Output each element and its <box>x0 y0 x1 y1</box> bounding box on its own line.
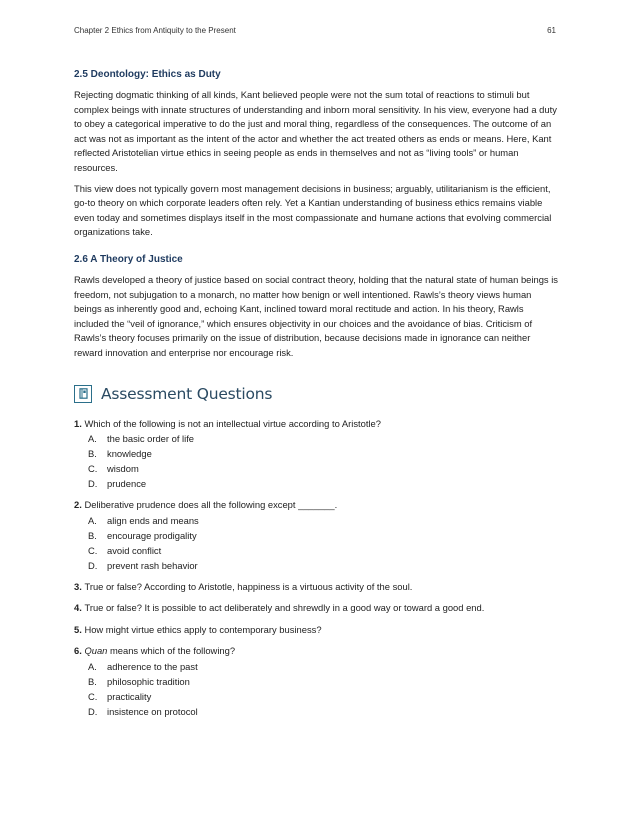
question-body: How might virtue ethics apply to contemporary business? <box>84 623 322 635</box>
question-4 <box>74 601 558 616</box>
option-text: knowledge <box>107 448 152 460</box>
option-letter: B. <box>88 676 97 688</box>
assessment-heading <box>74 385 558 403</box>
question-text <box>74 623 558 638</box>
option-letter: D. <box>88 478 98 490</box>
answer-option <box>88 558 558 573</box>
notebook-icon <box>74 385 92 403</box>
answer-option <box>88 674 558 689</box>
option-text: philosophic tradition <box>107 676 190 688</box>
question-text <box>74 580 558 595</box>
question-number: 1. <box>74 417 85 429</box>
section-heading-justice: 2.6 A Theory of Justice <box>74 253 183 265</box>
question-body: True or false? According to Aristotle, happiness is a virtuous activity of the soul. <box>84 580 413 592</box>
page-header <box>74 26 556 35</box>
option-letter: C. <box>88 691 98 703</box>
question-list <box>74 417 558 720</box>
section-heading-deontology: 2.5 Deontology: Ethics as Duty <box>74 69 221 80</box>
question-body: Which of the following is not an intellectual virtue according to Aristotle? <box>84 417 381 429</box>
answer-option <box>88 476 558 491</box>
question-text <box>74 644 558 659</box>
option-letter: B. <box>88 529 97 541</box>
question-body: True or false? It is possible to act deliberately and shrewdly in a good way or toward a good end. <box>84 602 485 614</box>
option-text: wisdom <box>107 463 139 475</box>
option-letter: A. <box>88 514 97 526</box>
option-text: align ends and means <box>107 514 199 526</box>
answer-option <box>88 431 558 446</box>
question-body: Deliberative prudence does all the following except _______. <box>84 499 338 511</box>
answer-option <box>88 689 558 704</box>
answer-option <box>88 461 558 476</box>
chapter-title: Chapter 2 Ethics from Antiquity to the Present <box>74 26 236 35</box>
option-text: the basic order of life <box>107 433 195 445</box>
option-letter: C. <box>88 463 98 475</box>
paragraph: Rawls developed a theory of justice based on social contract theory, holding that the natural state of human beings is freedom, not subjugation to a monarch, no matter how benign or well intentioned. Rawls’s theory views human beings as inherently good and, echoing Kant, inclined toward moral rectitude and action. In his theory, Rawls included the “veil of ignorance,” which ensures objectivity in our choices and the avoidance of bias. Criticism of Rawls’s theory focuses primarily on the issue of distribution, because decisions made in ignorance can neither reward innovation and enterprise nor encourage risk. <box>74 273 558 358</box>
question-number: 2. <box>74 499 85 511</box>
option-letter: C. <box>88 544 98 556</box>
answer-option <box>88 513 558 528</box>
option-text: practicality <box>107 691 152 703</box>
question-number: 4. <box>74 602 85 614</box>
question-italic-term: Quan <box>84 645 108 657</box>
question-number: 5. <box>74 623 85 635</box>
option-text: prudence <box>107 478 147 490</box>
question-3 <box>74 580 558 595</box>
question-text <box>74 601 558 616</box>
option-letter: B. <box>88 448 97 460</box>
page-number: 61 <box>547 26 556 35</box>
option-text: adherence to the past <box>107 661 198 673</box>
answer-option <box>88 659 558 674</box>
option-text: encourage prodigality <box>107 529 197 541</box>
option-letter: A. <box>88 433 97 445</box>
paragraph: This view does not typically govern most management decisions in business; arguably, utilitarianism is the efficient, go-to theory on which corporate leaders often rely. Yet a Kantian understanding of business ethics remains viable even today and sometimes displays itself in the most compassionate and humane actions that evolving commercial organizations take. <box>74 182 552 238</box>
question-1 <box>74 417 558 492</box>
option-letter: D. <box>88 706 98 718</box>
option-text: prevent rash behavior <box>107 559 198 571</box>
answer-option <box>88 528 558 543</box>
question-text <box>74 417 558 432</box>
question-number: 6. <box>74 645 85 657</box>
answer-option <box>88 543 558 558</box>
option-text: avoid conflict <box>107 544 162 556</box>
question-text-rest: means which of the following? <box>107 645 236 657</box>
question-text <box>74 498 558 513</box>
answer-option <box>88 446 558 461</box>
page-content <box>74 68 558 726</box>
option-letter: D. <box>88 559 98 571</box>
question-number: 3. <box>74 580 85 592</box>
assessment-title: Assessment Questions <box>101 384 273 403</box>
question-6 <box>74 644 558 719</box>
option-letter: A. <box>88 661 97 673</box>
question-2 <box>74 498 558 573</box>
paragraph: Rejecting dogmatic thinking of all kinds, Kant believed people were not the sum total of reactions to stimuli but complex beings with innate structures of understanding and inborn moral sensitivity. In his view, everyone had a duty to obey a categorical imperative to do the just and moral thing, regardless of the consequences. The outcome of an act was not as important as the intent of the actor and whether the act treated others as ends or means. Here, Kant reflected Aristotelian virtue ethics in seeing people as ends in themselves and not as “living tools” or human resources. <box>74 89 557 173</box>
answer-option <box>88 704 558 719</box>
question-5 <box>74 623 558 638</box>
option-text: insistence on protocol <box>107 706 198 718</box>
